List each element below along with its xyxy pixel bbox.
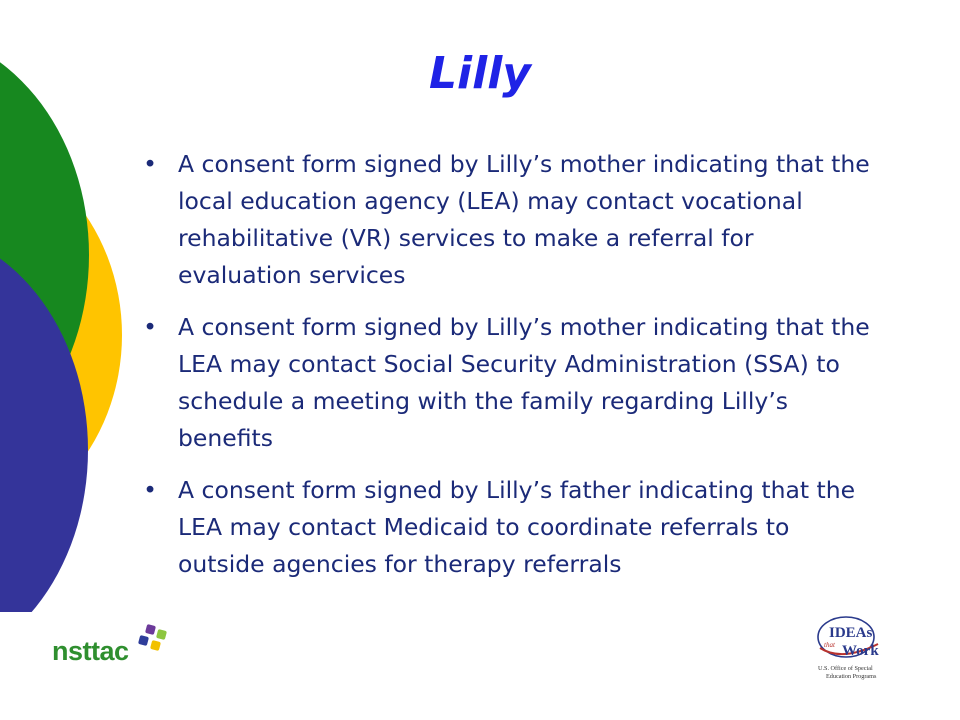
ideas-that-work-logo — [812, 614, 896, 684]
decorative-arcs — [0, 0, 130, 640]
bullet-dot: • — [143, 476, 157, 504]
bullet-text: A consent form signed by Lilly’s mother indicating that the local education agency (LEA) may contact vocational rehabilitative (VR) services to make a referral for evaluation services — [178, 150, 870, 289]
bullet-dot: • — [143, 313, 157, 341]
nsttac-logo — [52, 624, 182, 668]
work-text: Work — [842, 643, 879, 659]
bullet-list — [140, 146, 880, 598]
four-color-squares-icon — [135, 624, 169, 654]
bullet-item-3 — [140, 472, 880, 583]
ideas-text: IDEAs — [829, 625, 873, 641]
bullet-text: A consent form signed by Lilly’s father indicating that the LEA may contact Medicaid to coordinate referrals to outside agencies for therapy referrals — [178, 476, 856, 578]
office-line-2: Education Programs — [826, 673, 877, 680]
office-line-1: U.S. Office of Special — [818, 665, 873, 672]
that-text: that — [824, 641, 835, 649]
bullet-dot: • — [143, 150, 157, 178]
bullet-text: A consent form signed by Lilly’s mother indicating that the LEA may contact Social Security Administration (SSA) to schedule a meeting with the family regarding Lilly’s benefits — [178, 313, 870, 452]
slide-title: Lilly — [429, 48, 531, 99]
nsttac-wordmark — [52, 638, 129, 665]
nsttac-wordmark-part-a: nst — [52, 636, 91, 666]
bullet-item-1 — [140, 146, 880, 294]
bullet-item-2 — [140, 309, 880, 457]
nsttac-wordmark-part-b: tac — [91, 636, 129, 666]
